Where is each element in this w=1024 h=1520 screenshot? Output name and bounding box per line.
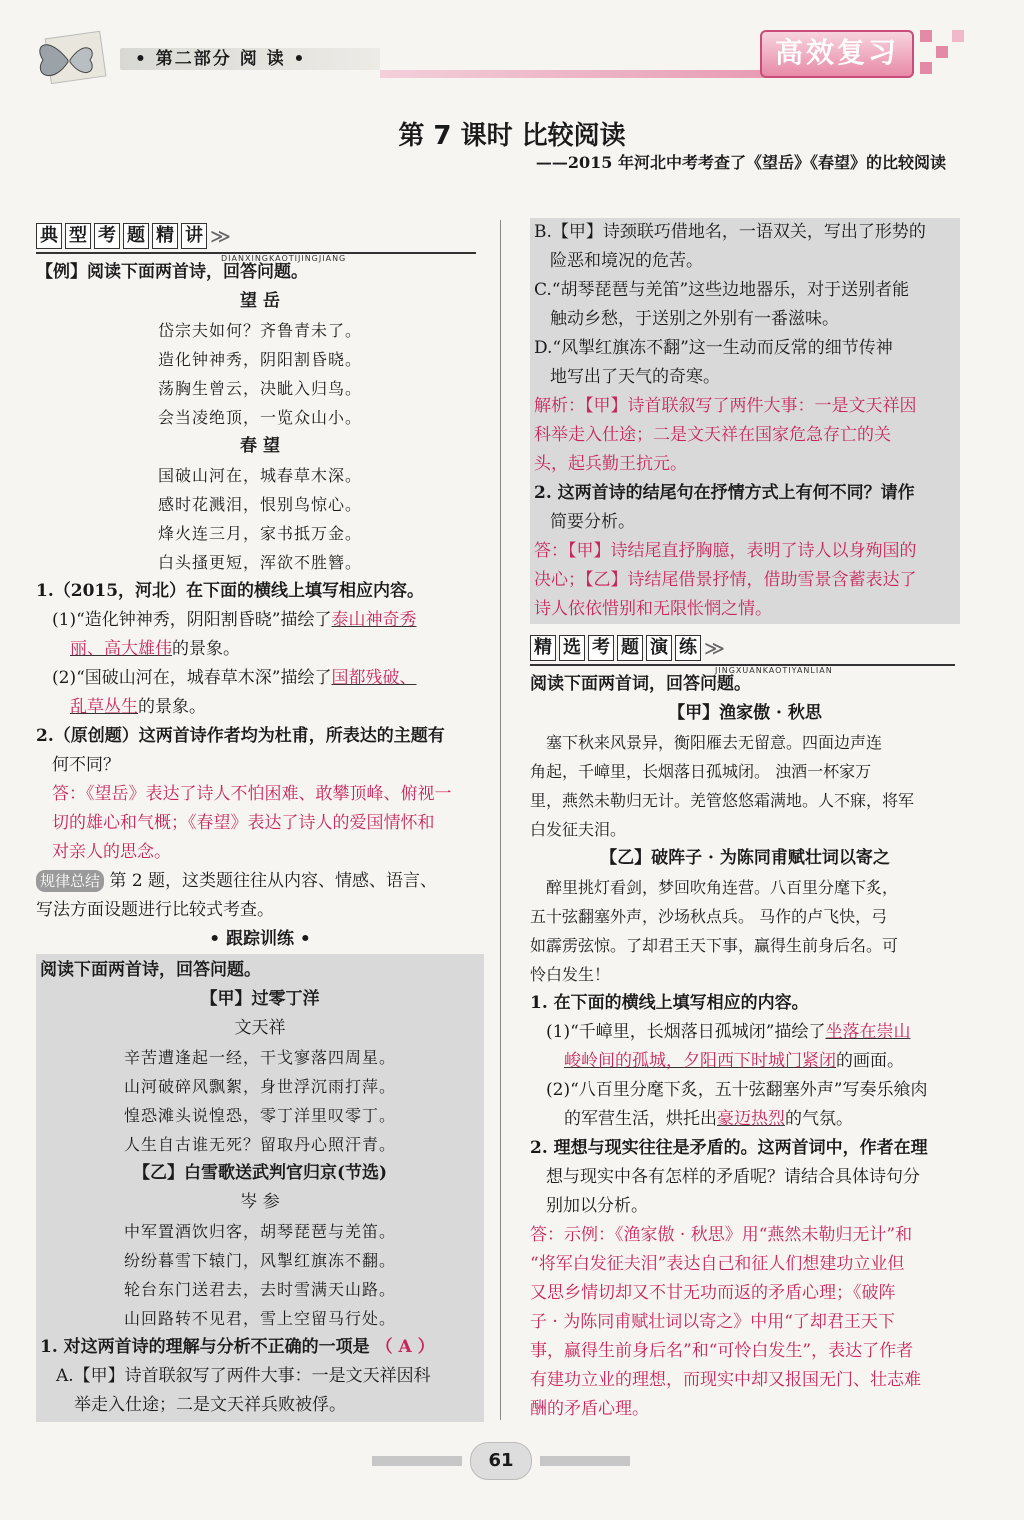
question-part: (2)“八百里分麾下炙，五十弦翻塞外声”写奏乐飨肉 (546, 1080, 928, 1100)
question-part: 峻岭间的孤城，夕阳西下时城门紧闭的画面。 (564, 1051, 904, 1071)
question-cont: 想与现实中各有怎样的矛盾呢？请结合具体诗句分 (546, 1167, 920, 1187)
question-part: (1)“千嶂里，长烟落日孤城闭”描绘了坐落在崇山 (546, 1022, 911, 1042)
answer: 答：《望岳》表达了诗人不怕困难、敢攀顶峰、俯视一 (52, 784, 452, 804)
answer: 答：示例：《渔家傲 · 秋思》用“燕然未勒归无计”和 “将军白发征夫泪”表达自己和征人们想建功立业但 又思乡情切却又不甘无功而返的矛盾心理；《破阵 子 · 为陈同甫赋壮词以寄之》中用“了却君王天下 事，赢得生前身后名”和“可怜白发生”，表达了作者 有建功立业的理想，而现实中却又报国无门、壮志难 酬的矛盾心理。 (530, 1225, 921, 1419)
deco-square (920, 62, 932, 74)
deco-square (952, 30, 964, 42)
answer: 切的雄心和气概；《春望》表达了诗人的爱国情怀和 (52, 813, 435, 833)
training-box-cont: B.【甲】诗颈联巧借地名，一语双关，写出了形势的 险恶和境况的危苦。 C.“胡琴琵琶与羌笛”这些边地器乐，对于送别者能 触动乡愁，于送别之外别有一番滋味。 D.“风掣红旗冻不翻”这一生动而反常的细节传神 地写出了天气的奇寒。 解析：【甲】诗首联叙写了两件大事：一是文天祥因 科举走入仕途；二是文天祥在国家危急存亡的关 头，起兵勤王抗元。 2. 这两首诗的结尾句在抒情方式上有何不同？请作 简要分析。 答：【甲】诗结尾直抒胸臆，表明了诗人以身殉国的 决心；【乙】诗结尾借景抒情，借助雪景含蓄表达了 诗人依依惜别和无限怅惘之情。 (530, 218, 960, 624)
question-part: 乱草丛生的景象。 (70, 697, 206, 717)
lesson-subtitle: ——2015 年河北中考考查了《望岳》《春望》的比较阅读 (535, 153, 946, 172)
right-column (530, 218, 960, 1424)
rule-tag: 规律总结 (36, 870, 104, 892)
question-cont: 何不同？ (52, 755, 120, 775)
section-banner-practice: 精 选 考 题 演 练 ≫ JINGXUANKAOTIYANLIAN (530, 630, 960, 666)
question-part: 丽、高大雄伟的景象。 (70, 639, 240, 659)
column-divider (500, 220, 501, 1420)
question-part: 的军营生活，烘托出豪迈热烈的气氛。 (564, 1109, 853, 1129)
page-number: 61 (470, 1442, 532, 1480)
page-number-bar (372, 1456, 462, 1466)
question: 2. 理想与现实往往是矛盾的。这两首词中，作者在理 (530, 1138, 928, 1158)
ci-title: 【乙】破阵子 · 为陈同甫赋壮词以寄之 (600, 848, 890, 868)
poem-title: 春 望 (240, 436, 280, 456)
answer: 对亲人的思念。 (52, 842, 171, 862)
double-arrow-icon: ≫ (210, 223, 231, 248)
rule-summary: 规律总结 第 2 题，这类题往往从内容、情感、语言、 (36, 867, 484, 896)
ci-body: 醉里挑灯看剑，梦回吹角连营。八百里分麾下炙， 五十弦翻塞外声，沙场秋点兵。 马作的卢飞快，弓 如霹雳弦惊。了却君王天下事，赢得生前身后名。可 怜白发生！ (530, 878, 899, 984)
lesson-title: 第 7 课时 比较阅读 (398, 121, 626, 151)
question: 1.（2015，河北）在下面的横线上填写相应内容。 (36, 581, 425, 601)
brand-badge: 高效复习 (760, 30, 914, 78)
question-part: (2)“国破山河在，城春草木深”描绘了国都残破、 (52, 668, 417, 688)
rule-summary-cont: 写法方面设题进行比较式考查。 (36, 900, 274, 920)
double-arrow-icon: ≫ (704, 635, 725, 660)
poem-title: 望 岳 (240, 291, 280, 311)
example-intro: 【例】阅读下面两首诗，回答问题。 (36, 262, 308, 282)
deco-square (920, 30, 932, 42)
ci-body: 塞下秋来风景异，衡阳雁去无留意。四面边声连 角起，千嶂里，长烟落日孤城闭。 浊酒一杯家万 里，燕然未勒归无计。羌管悠悠霜满地。人不寐，将军 白发征夫泪。 (530, 733, 915, 839)
question-part: (1)“造化钟神秀，阴阳割昏晓”描绘了泰山神奇秀 (52, 610, 417, 630)
practice-intro: 阅读下面两首词，回答问题。 (530, 674, 751, 694)
left-column (36, 218, 484, 1422)
training-box: 阅读下面两首诗，回答问题。 【甲】过零丁洋 文天祥 辛苦遭逢起一经，干戈寥落四周星。 山河破碎风飘絮，身世浮沉雨打萍。 惶恐滩头说惶恐，零丁洋里叹零丁。 人生自古谁无死？留取丹心照汗青。 【乙】白雪歌送武判官归京(节选) 岑 参 中军置酒饮归客，胡琴琵琶与羌笛。 纷纷暮雪下辕门，风掣红旗冻不翻。 轮台东门送君去，去时雪满天山路。 山回路转不见君，雪上空留马行处。 1. 对这两首诗的理解与分析不正确的一项是 （ A ） A.【甲】诗首联叙写了两件大事：一是文天祥因科 举走入仕途；二是文天祥兵败被俘。 (36, 954, 484, 1422)
butterfly-icon (28, 30, 108, 90)
question: 2.（原创题）这两首诗作者均为杜甫，所表达的主题有 (36, 726, 445, 746)
training-heading: • 跟踪训练 • (209, 929, 311, 949)
section-label: • 第二部分 阅 读 • (135, 49, 307, 69)
ci-title: 【甲】渔家傲 · 秋思 (668, 703, 822, 723)
poem-body: 国破山河在，城春草木深。 感时花溅泪，恨别鸟惊心。 烽火连三月，家书抵万金。 白头搔更短，浑欲不胜簪。 (157, 466, 362, 572)
poem-body: 岱宗夫如何？齐鲁青未了。 造化钟神秀，阴阳割昏晓。 荡胸生曾云，决眦入归鸟。 会当凌绝顶，一览众山小。 (157, 321, 362, 427)
question: 1. 在下面的横线上填写相应的内容。 (530, 993, 809, 1013)
page-header (0, 0, 1024, 100)
deco-square (936, 46, 948, 58)
page-number-bar (540, 1456, 630, 1466)
question-cont: 别加以分析。 (546, 1196, 648, 1216)
section-banner-typical: 典 型 考 题 精 讲 ≫ DIANXINGKAOTIJINGJIANG (36, 218, 484, 254)
